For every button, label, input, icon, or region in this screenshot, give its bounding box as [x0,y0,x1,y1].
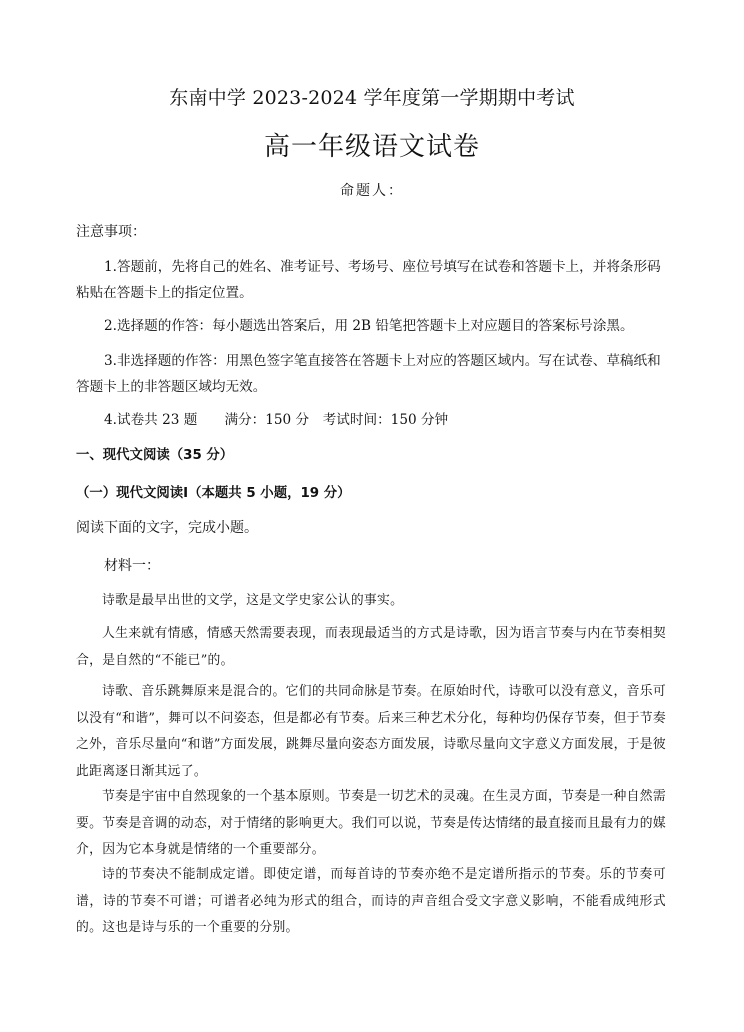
reading-instruction: 阅读下面的文字，完成小题。 [76,520,258,536]
article-paragraph: 人生来就有情感，情感天然需要表现，而表现最适当的方式是诗歌，因为语言节奏与内在节奏相契合，是自然的“不能已”的。 [76,626,666,668]
question-setter-label: 命题人： [340,183,404,199]
notice-heading: 注意事项： [76,224,146,240]
article-paragraph: 诗歌、音乐跳舞原来是混合的。它们的共同命脉是节奏。在原始时代，诗歌可以没有意义，音乐可以没有“和谐”，舞可以不问姿态，但是都必有节奏。后来三种艺术分化，每种均仍保存节奏，但于节奏之外，音乐尽量向“和谐”方面发展，跳舞尽量向姿态方面发展，诗歌尽量向文字意义方面发展，于是彼此距离逐日渐其远了。 [76,684,666,779]
article-paragraph: 节奏是宇宙中自然现象的一个基本原则。节奏是一切艺术的灵魂。在生灵方面，节奏是一种自然需要。节奏是音调的动态，对于情绪的影响更大。我们可以说，节奏是传达情绪的最直接而且最有力的媒介，因为它本身就是情绪的一个重要部分。 [76,789,666,857]
notice-item: 4.试卷共 23 题 满分：150 分 考试时间：150 分钟 [104,412,449,428]
notice-item: 2.选择题的作答：每小题选出答案后，用 2B 铅笔把答题卡上对应题目的答案标号涂黑。 [104,318,634,334]
exam-school-title: 东南中学 2023-2024 学年度第一学期期中考试 [169,87,575,109]
exam-subject-title: 高一年级语文试卷 [263,132,480,162]
material-label: 材料一： [104,558,160,574]
notice-item: 1.答题前，先将自己的姓名、准考证号、考场号、座位号填写在试卷和答题卡上，并将条形码粘贴在答题卡上的指定位置。 [76,259,661,301]
article-paragraph: 诗的节奏决不能制成定谱。即使定谱，而每首诗的节奏亦绝不是定谱所指示的节奏。乐的节奏可谱，诗的节奏不可谱；可谱者必纯为形式的组合，而诗的声音组合受文字意义影响，不能看成纯形式的。这也是诗与乐的一个重要的分别。 [76,867,666,935]
subsection-heading: （一）现代文阅读Ⅰ（本题共 5 小题，19 分） [76,486,351,501]
notice-item: 3.非选择题的作答：用黑色签字笔直接答在答题卡上对应的答题区域内。写在试卷、草稿纸和答题卡上的非答题区域均无效。 [76,353,661,395]
section-heading: 一、现代文阅读（35 分） [76,448,234,463]
article-paragraph: 诗歌是最早出世的文学，这是文学史家公认的事实。 [102,593,404,608]
